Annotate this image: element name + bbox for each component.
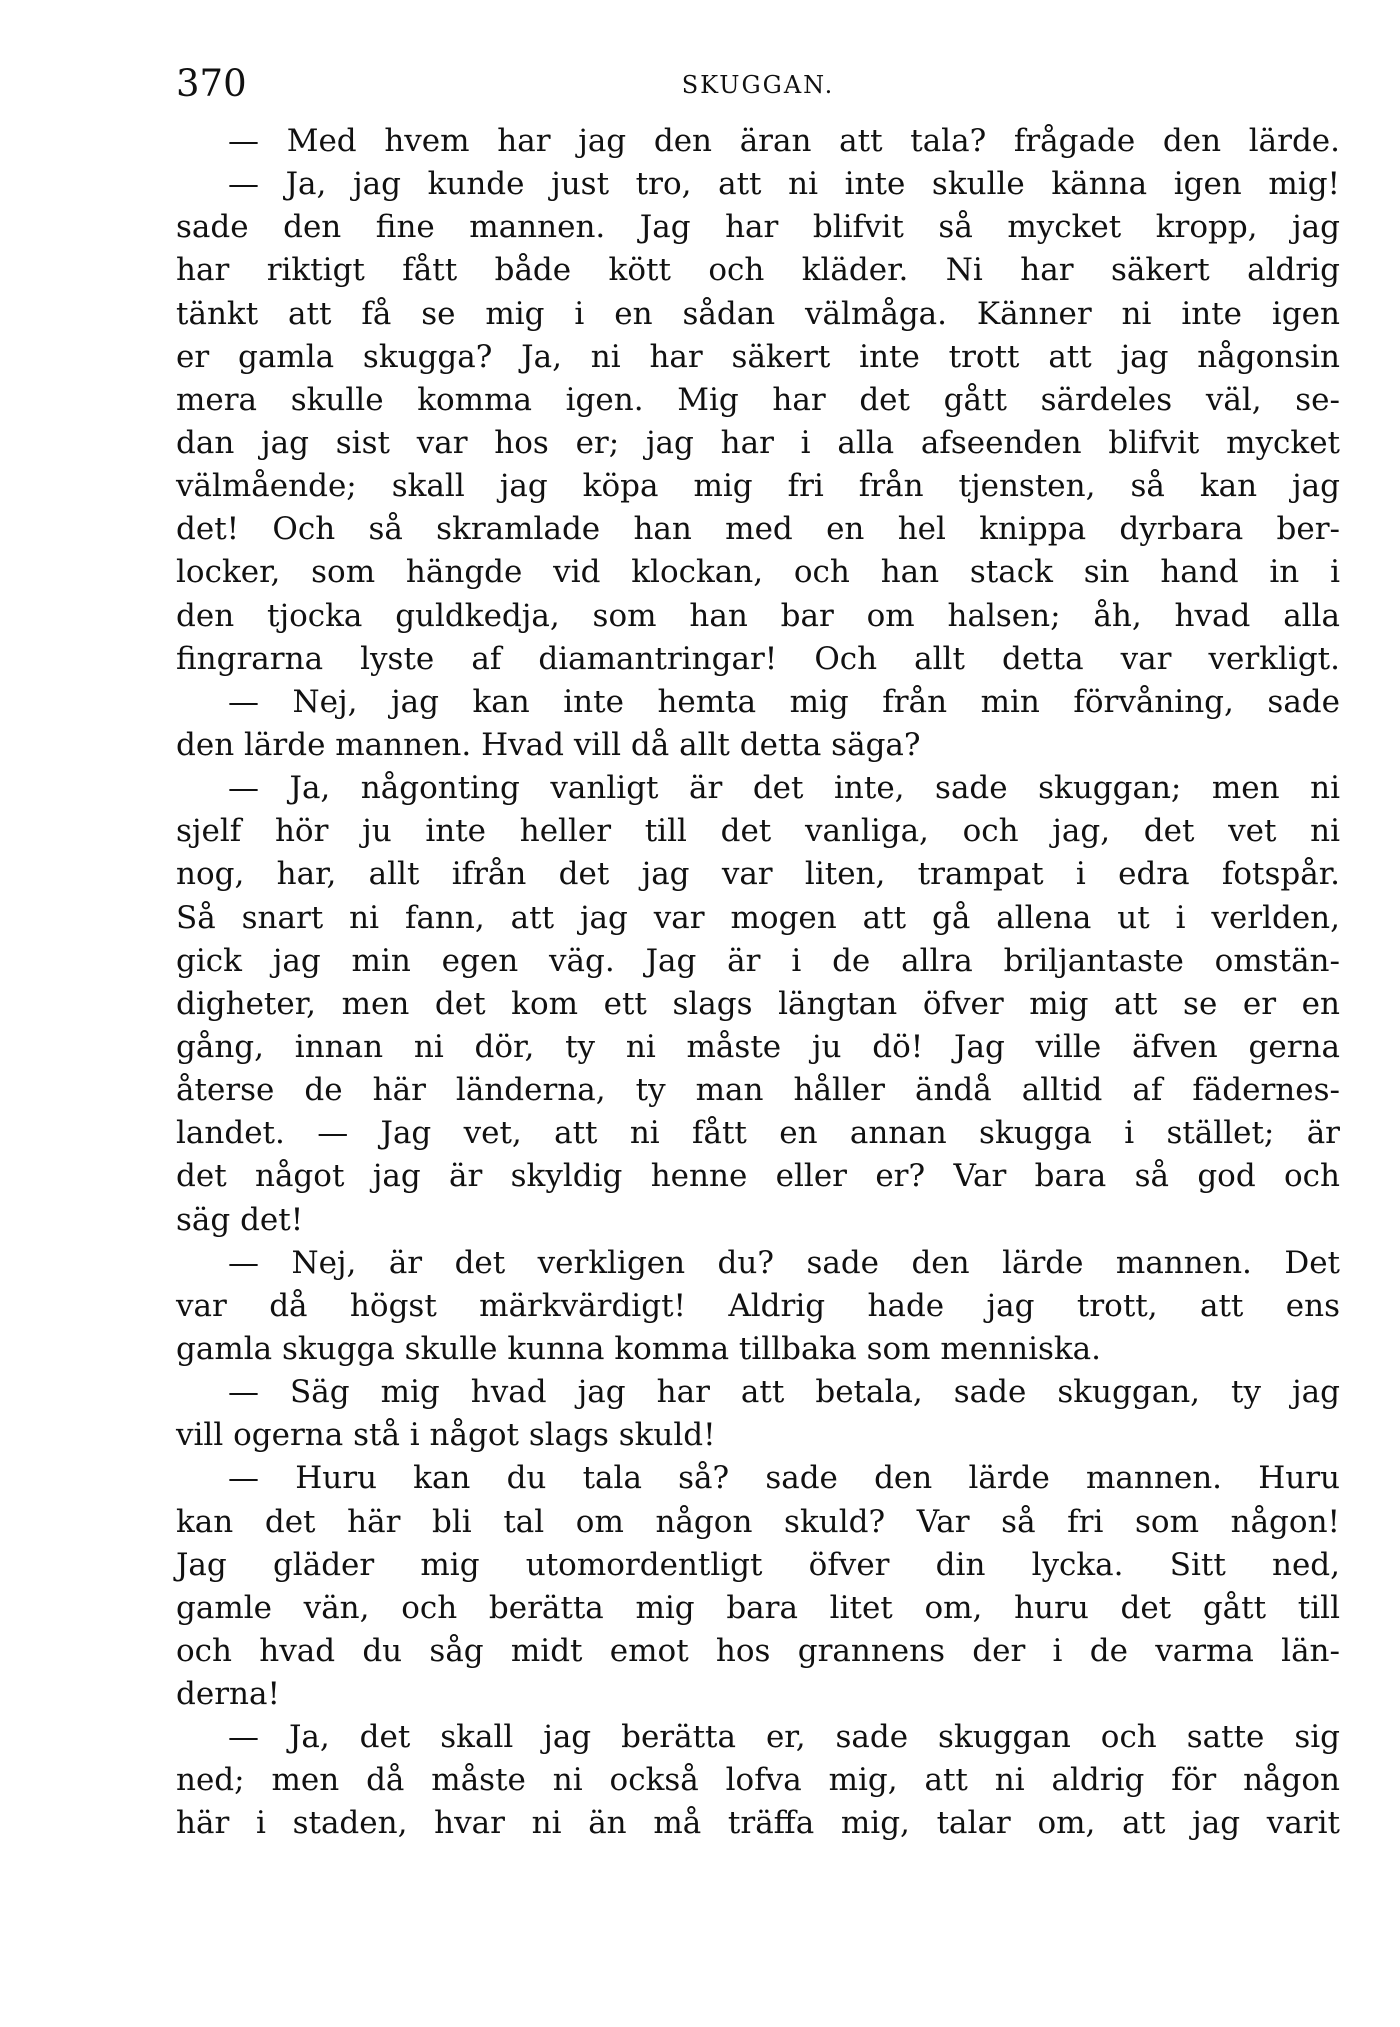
text-line: — Ja, någonting vanligt är det inte, sade skuggan; men ni — [228, 770, 1340, 807]
text-line: välmående; skall jag köpa mig fri från tjensten, så kan jag — [176, 468, 1340, 505]
text-line: — Säg mig hvad jag har att betala, sade skuggan, ty jag — [228, 1374, 1340, 1411]
running-head: SKUGGAN. — [681, 71, 835, 99]
text-line: digheter, men det kom ett slags längtan öfver mig att se er en — [176, 985, 1340, 1022]
text-line: gamla skugga skulle kunna komma tillbaka som menniska. — [176, 1330, 1102, 1367]
text-line: ned; men då måste ni också lofva mig, att ni aldrig för någon — [176, 1762, 1340, 1799]
body-text — [176, 120, 1340, 1970]
text-line: — Nej, är det verkligen du? sade den lärde mannen. Det — [228, 1244, 1340, 1281]
text-line: — Nej, jag kan inte hemta mig från min förvåning, sade — [228, 683, 1340, 720]
text-line: nog, har, allt ifrån det jag var liten, trampat i edra fotspår. — [176, 856, 1340, 893]
text-line: locker, som hängde vid klockan, och han stack sin hand in i — [176, 554, 1340, 591]
text-line: landet. — Jag vet, att ni fått en annan skugga i stället; är — [176, 1115, 1340, 1152]
text-line: säg det! — [176, 1201, 304, 1238]
text-line: den lärde mannen. Hvad vill då allt detta säga? — [176, 726, 921, 763]
text-line: — Med hvem har jag den äran att tala? frågade den lärde. — [228, 123, 1340, 159]
text-line: dan jag sist var hos er; jag har i alla afseenden blifvit mycket — [176, 424, 1340, 461]
text-line: kan det här bli tal om någon skuld? Var så fri som någon! — [176, 1503, 1340, 1540]
text-line: mera skulle komma igen. Mig har det gått särdeles väl, se- — [176, 381, 1340, 418]
text-line: — Ja, det skall jag berätta er, sade skuggan och satte sig — [228, 1719, 1340, 1756]
text-line: sjelf hör ju inte heller till det vanliga, och jag, det vet ni — [176, 813, 1340, 850]
text-line: vill ogerna stå i något slags skuld! — [176, 1417, 716, 1454]
text-line: er gamla skugga? Ja, ni har säkert inte trott att jag någonsin — [176, 338, 1340, 375]
page-header — [176, 62, 1340, 112]
text-line: sade den fine mannen. Jag har blifvit så mycket kropp, jag — [176, 209, 1340, 246]
text-line: gång, innan ni dör, ty ni måste ju dö! Jag ville äfven gerna — [176, 1028, 1340, 1065]
text-line: derna! — [176, 1676, 280, 1713]
text-line: tänkt att få se mig i en sådan välmåga. Känner ni inte igen — [176, 295, 1340, 332]
text-line: gamle vän, och berätta mig bara litet om, huru det gått till — [176, 1589, 1340, 1626]
text-line: var då högst märkvärdigt! Aldrig hade jag trott, att ens — [176, 1287, 1340, 1324]
text-line: återse de här länderna, ty man håller ändå alltid af fädernes- — [176, 1072, 1340, 1109]
text-line: gick jag min egen väg. Jag är i de allra briljantaste omstän- — [176, 942, 1340, 979]
text-line: och hvad du såg midt emot hos grannens der i de varma län- — [176, 1632, 1340, 1669]
text-line: — Huru kan du tala så? sade den lärde mannen. Huru — [228, 1460, 1340, 1497]
text-line: Jag gläder mig utomordentligt öfver din lycka. Sitt ned, — [176, 1546, 1340, 1583]
text-line: här i staden, hvar ni än må träffa mig, talar om, att jag varit — [176, 1805, 1340, 1842]
text-line: har riktigt fått både kött och kläder. Ni har säkert aldrig — [176, 252, 1340, 289]
text-line: — Ja, jag kunde just tro, att ni inte skulle känna igen mig! — [228, 166, 1340, 203]
page-number: 370 — [176, 62, 247, 105]
text-line: det! Och så skramlade han med en hel knippa dyrbara ber- — [176, 511, 1340, 548]
text-line: det något jag är skyldig henne eller er? Var bara så god och — [176, 1158, 1340, 1195]
text-line: Så snart ni fann, att jag var mogen att gå allena ut i verlden, — [176, 899, 1340, 936]
text-line: fingrarna lyste af diamantringar! Och allt detta var verkligt. — [176, 640, 1340, 677]
text-line: den tjocka guldkedja, som han bar om halsen; åh, hvad alla — [176, 597, 1340, 634]
